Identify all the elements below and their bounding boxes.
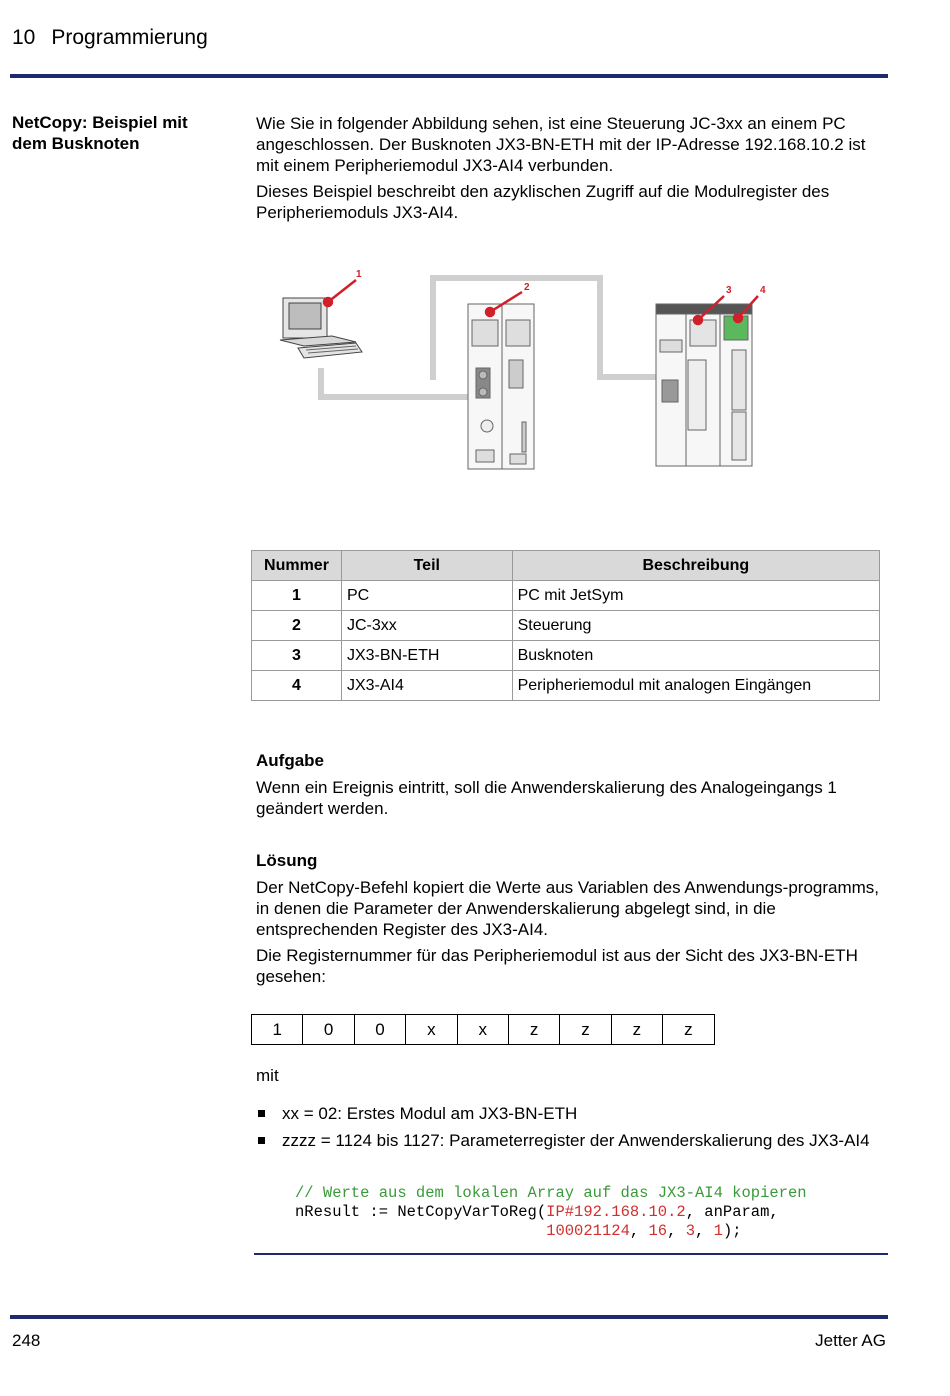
bullet-item	[256, 1130, 876, 1151]
code-literal-16: 16	[648, 1222, 668, 1240]
table-row	[252, 641, 880, 671]
code-line-2-suffix: , anParam,	[685, 1203, 779, 1221]
row-number: 3	[252, 641, 342, 671]
code-indent	[295, 1222, 546, 1240]
register-digit: z	[612, 1015, 663, 1044]
task-text: Wenn ein Ereignis eintritt, soll die Anwenderskalierung des Analogeingangs 1 geändert werden.	[256, 778, 837, 818]
row-description: Busknoten	[512, 641, 879, 671]
col-header-teil: Teil	[341, 551, 512, 581]
mit-label: mit	[256, 1066, 279, 1085]
section-end-rule	[254, 1253, 888, 1255]
bullet-text: zzzz = 1124 bis 1127: Parameterregister der Anwenderskalierung des JX3-AI4	[282, 1131, 870, 1150]
row-description: Peripheriemodul mit analogen Eingängen	[512, 671, 879, 701]
register-digit: z	[509, 1015, 560, 1044]
task-heading: Aufgabe	[256, 751, 324, 770]
row-part: JX3-AI4	[341, 671, 512, 701]
callout-3: 3	[726, 285, 732, 296]
register-digit: 1	[252, 1015, 303, 1044]
section-sidebar-title: NetCopy: Beispiel mit dem Busknoten	[12, 113, 188, 153]
table-row	[252, 611, 880, 641]
controller-jc3xx	[468, 304, 534, 469]
solution-paragraph-2: Die Registernummer für das Peripheriemodul ist aus der Sicht des JX3-BN-ETH gesehen:	[256, 946, 858, 986]
intro-paragraph-1: Wie Sie in folgender Abbildung sehen, ist eine Steuerung JC-3xx an einem PC angeschlossen. Der Busknoten JX3-BN-ETH mit der IP-Adresse 192.168.10.2 ist mit einem Peripheriemodul JX3-AI4 verbunden.	[256, 114, 866, 175]
busknoten-and-module	[656, 304, 752, 466]
pc-icon	[280, 298, 362, 358]
register-number-boxes	[251, 1014, 715, 1045]
callout-4: 4	[760, 285, 766, 296]
row-number: 1	[252, 581, 342, 611]
table-row	[252, 671, 880, 701]
row-description: PC mit JetSym	[512, 581, 879, 611]
code-block: // Werte aus dem lokalen Array auf das JX3-AI4 kopieren nResult := NetCopyVarToReg(IP#192.168.10.2, anParam, 100021124, 16, 3, 1);	[295, 1184, 807, 1240]
code-ip-literal: IP#192.168.10.2	[546, 1203, 686, 1221]
page-number: 248	[12, 1331, 41, 1350]
solution-paragraph-1: Der NetCopy-Befehl kopiert die Werte aus Variablen des Anwendungs-programms, in denen die Parameter der Anwenderskalierung abgelegt sind, in die entsprechenden Register des JX3-AI4.	[256, 878, 880, 939]
system-diagram	[258, 240, 778, 530]
register-digit: z	[684, 1020, 693, 1039]
intro-paragraph-2: Dieses Beispiel beschreibt den azyklischen Zugriff auf die Modulregister des Peripheriemoduls JX3-AI4.	[256, 182, 830, 222]
solution-heading: Lösung	[256, 851, 318, 870]
chapter-title: Programmierung	[51, 26, 208, 49]
register-digit: z	[560, 1015, 611, 1044]
col-header-beschreibung: Beschreibung	[512, 551, 879, 581]
table-header-row	[252, 551, 880, 581]
register-digit: x	[458, 1015, 509, 1044]
code-line-2-prefix: nResult := NetCopyVarToReg(	[295, 1203, 547, 1221]
callout-2: 2	[524, 282, 530, 293]
code-register-literal: 100021124	[546, 1222, 630, 1240]
row-description: Steuerung	[512, 611, 879, 641]
header-rule	[10, 74, 888, 78]
bullet-square-icon	[258, 1137, 265, 1144]
register-digit: 0	[355, 1015, 406, 1044]
register-digit: 0	[303, 1015, 354, 1044]
bullet-text: xx = 02: Erstes Modul am JX3-BN-ETH	[282, 1104, 578, 1123]
code-line-3-end: );	[722, 1222, 742, 1240]
row-part: JX3-BN-ETH	[341, 641, 512, 671]
footer-rule	[10, 1315, 888, 1319]
table-row	[252, 581, 880, 611]
row-number: 4	[252, 671, 342, 701]
bullet-item	[256, 1103, 876, 1124]
register-digit: x	[406, 1015, 457, 1044]
parts-table	[251, 550, 880, 701]
callout-1: 1	[356, 269, 362, 280]
col-header-nummer: Nummer	[252, 551, 342, 581]
row-part: JC-3xx	[341, 611, 512, 641]
code-comment: // Werte aus dem lokalen Array auf das JX3-AI4 kopieren	[295, 1184, 807, 1202]
code-literal-3: 3	[685, 1222, 696, 1240]
bullet-square-icon	[258, 1110, 265, 1117]
chapter-number: 10	[12, 26, 36, 49]
company-name: Jetter AG	[815, 1331, 886, 1350]
row-number: 2	[252, 611, 342, 641]
code-literal-1: 1	[713, 1222, 723, 1240]
page-header	[12, 26, 208, 50]
row-part: PC	[341, 581, 512, 611]
